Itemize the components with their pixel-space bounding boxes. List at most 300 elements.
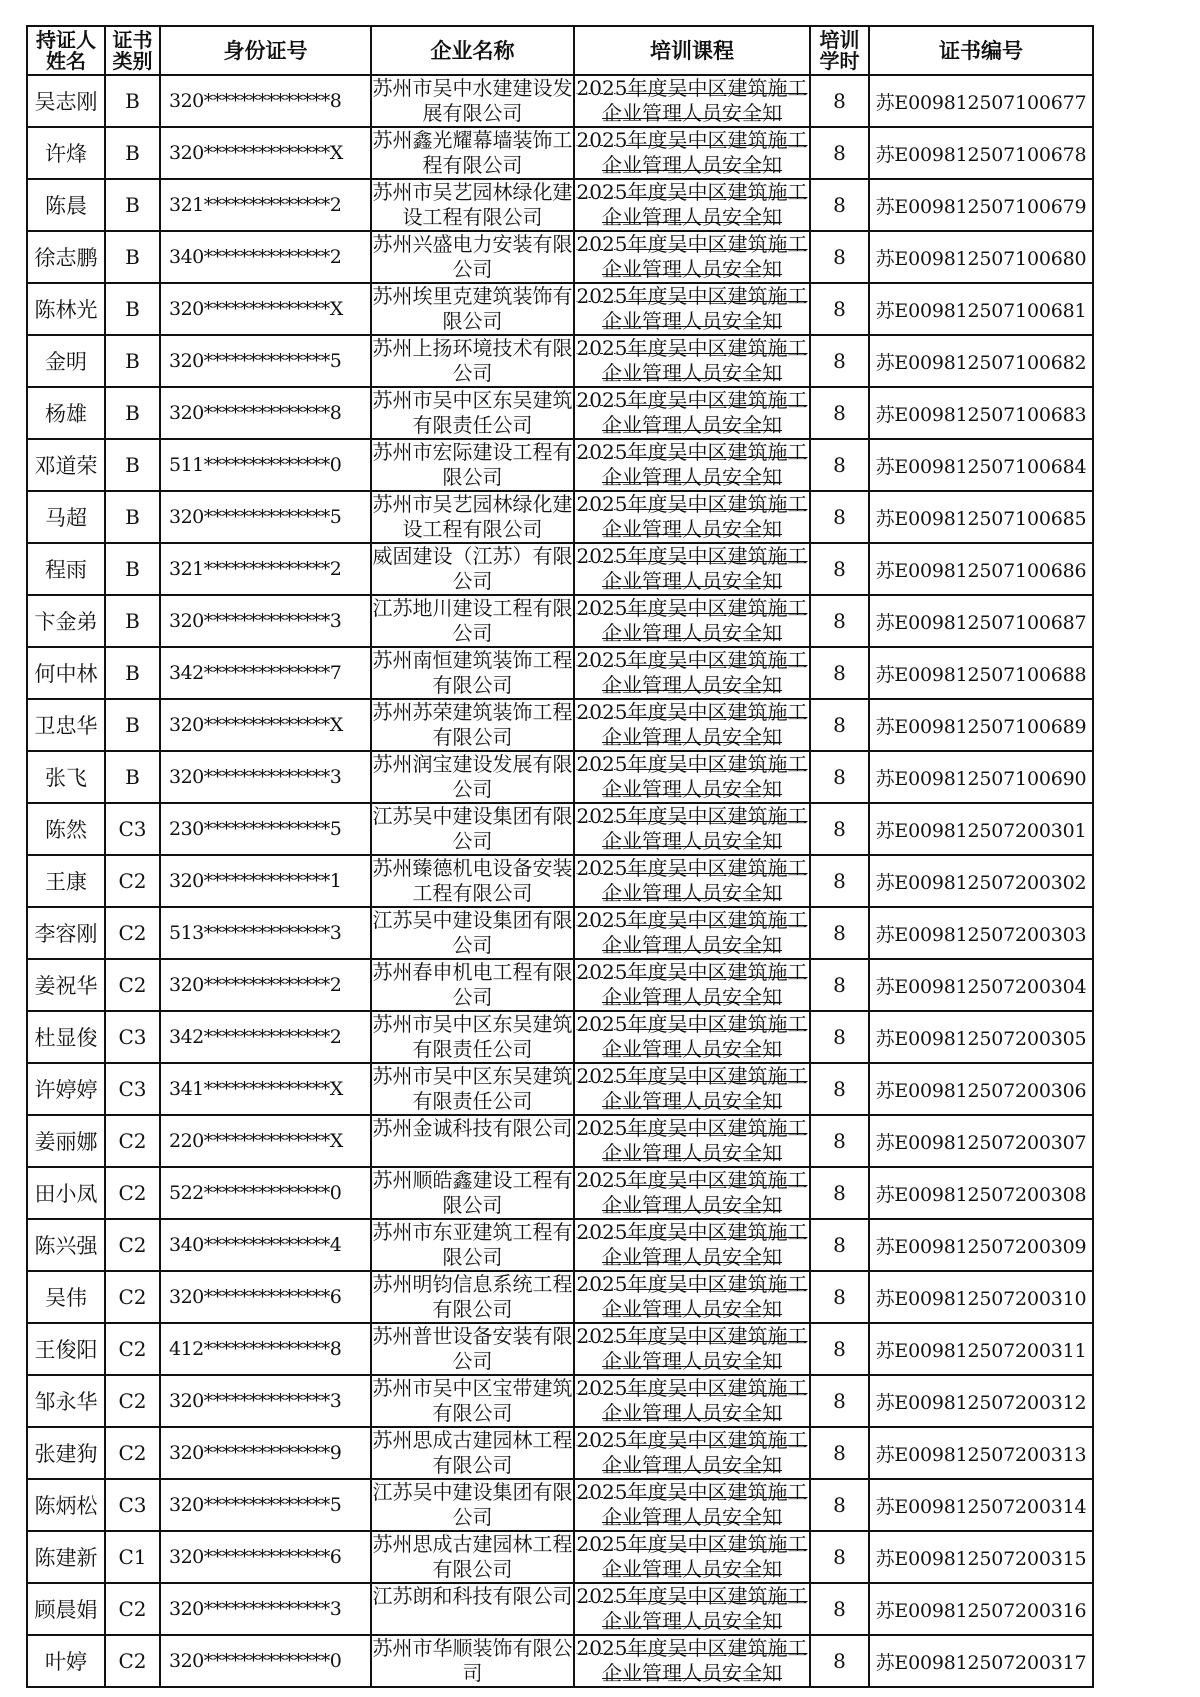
table-row <box>27 1011 1093 1063</box>
cell-id-number: 320**************0 <box>160 1635 371 1687</box>
table-row <box>27 647 1093 699</box>
cell-course-text: 2025年度吴中区建筑施工企业管理人员安全知 <box>576 336 808 385</box>
cell-name: 陈建新 <box>27 1531 105 1583</box>
cell-company <box>371 959 574 1011</box>
cell-category: B <box>105 595 160 647</box>
cell-company-text: 苏州市吴中水建建设发展有限公司 <box>372 76 573 125</box>
cell-company-text: 苏州思成古建园林工程有限公司 <box>372 1428 573 1477</box>
table-row <box>27 1115 1093 1167</box>
cell-cert-number: 苏E009812507200311 <box>869 1323 1093 1375</box>
cell-id-number: 320**************8 <box>160 387 371 439</box>
cell-company-text: 苏州市吴中区东吴建筑有限责任公司 <box>372 1012 573 1061</box>
cell-name: 田小凤 <box>27 1167 105 1219</box>
certificate-table <box>26 25 1094 1688</box>
table-row <box>27 959 1093 1011</box>
cell-hours: 8 <box>810 1167 869 1219</box>
cell-hours: 8 <box>810 1375 869 1427</box>
cell-course-text: 2025年度吴中区建筑施工企业管理人员安全知 <box>576 1168 808 1217</box>
table-row <box>27 127 1093 179</box>
table-row <box>27 1635 1093 1687</box>
cell-hours: 8 <box>810 855 869 907</box>
cell-course <box>574 1375 810 1427</box>
cell-id-number: 320**************1 <box>160 855 371 907</box>
cell-name: 马超 <box>27 491 105 543</box>
cell-cert-number: 苏E009812507200314 <box>869 1479 1093 1531</box>
cell-course <box>574 283 810 335</box>
cell-category: B <box>105 491 160 543</box>
cell-id-number: 321**************2 <box>160 543 371 595</box>
cell-course-text: 2025年度吴中区建筑施工企业管理人员安全知 <box>576 284 808 333</box>
cell-cert-number: 苏E009812507100679 <box>869 179 1093 231</box>
cell-hours: 8 <box>810 1063 869 1115</box>
table-row <box>27 1167 1093 1219</box>
cell-name: 许烽 <box>27 127 105 179</box>
cell-category: B <box>105 699 160 751</box>
cell-hours: 8 <box>810 1427 869 1479</box>
cell-course-text: 2025年度吴中区建筑施工企业管理人员安全知 <box>576 1428 808 1477</box>
cell-hours: 8 <box>810 803 869 855</box>
cell-id-number: 340**************2 <box>160 231 371 283</box>
table-row <box>27 75 1093 127</box>
cell-hours: 8 <box>810 751 869 803</box>
cell-company <box>371 387 574 439</box>
cell-cert-number: 苏E009812507100681 <box>869 283 1093 335</box>
cell-course <box>574 1323 810 1375</box>
table-row <box>27 335 1093 387</box>
cell-company-text: 苏州市吴艺园林绿化建设工程有限公司 <box>372 180 573 229</box>
cell-company <box>371 907 574 959</box>
cell-id-number: 320**************3 <box>160 595 371 647</box>
cell-cert-number: 苏E009812507200307 <box>869 1115 1093 1167</box>
cell-company <box>371 1063 574 1115</box>
cell-company-text: 苏州兴盛电力安装有限公司 <box>372 232 573 281</box>
cell-hours: 8 <box>810 1323 869 1375</box>
cell-category: B <box>105 751 160 803</box>
cell-course <box>574 127 810 179</box>
cell-course <box>574 231 810 283</box>
cell-category: C2 <box>105 959 160 1011</box>
cell-category: B <box>105 387 160 439</box>
cell-hours: 8 <box>810 959 869 1011</box>
cell-cert-number: 苏E009812507100685 <box>869 491 1093 543</box>
cell-category: B <box>105 75 160 127</box>
cell-company <box>371 1427 574 1479</box>
cell-category: B <box>105 283 160 335</box>
cell-company-text: 苏州普世设备安装有限公司 <box>372 1324 573 1373</box>
cell-course <box>574 1063 810 1115</box>
cell-course <box>574 491 810 543</box>
table-row <box>27 1271 1093 1323</box>
cell-cert-number: 苏E009812507100677 <box>869 75 1093 127</box>
cell-category: C3 <box>105 803 160 855</box>
cell-course <box>574 1115 810 1167</box>
cell-name: 卫忠华 <box>27 699 105 751</box>
cell-id-number: 340**************4 <box>160 1219 371 1271</box>
cell-company-text: 苏州南恒建筑装饰工程有限公司 <box>372 648 573 697</box>
cell-id-number: 320**************X <box>160 127 371 179</box>
table-row <box>27 803 1093 855</box>
table-row <box>27 751 1093 803</box>
cell-course <box>574 907 810 959</box>
cell-hours: 8 <box>810 647 869 699</box>
cell-cert-number: 苏E009812507100684 <box>869 439 1093 491</box>
cell-company <box>371 491 574 543</box>
cell-company <box>371 543 574 595</box>
cell-company <box>371 1115 574 1167</box>
cell-company-text: 苏州春申机电工程有限公司 <box>372 960 573 1009</box>
cell-cert-number: 苏E009812507200303 <box>869 907 1093 959</box>
cell-id-number: 320**************3 <box>160 1375 371 1427</box>
cell-course-text: 2025年度吴中区建筑施工企业管理人员安全知 <box>576 388 808 437</box>
cell-name: 陈兴强 <box>27 1219 105 1271</box>
cell-name: 陈然 <box>27 803 105 855</box>
cell-course-text: 2025年度吴中区建筑施工企业管理人员安全知 <box>576 1532 808 1581</box>
header-id-number: 身份证号 <box>160 26 371 75</box>
cell-company-text: 苏州苏荣建筑装饰工程有限公司 <box>372 700 573 749</box>
cell-category: C2 <box>105 855 160 907</box>
cell-id-number: 320**************6 <box>160 1271 371 1323</box>
table-row <box>27 1479 1093 1531</box>
cell-hours: 8 <box>810 1011 869 1063</box>
cell-company <box>371 1271 574 1323</box>
cell-hours: 8 <box>810 283 869 335</box>
cell-cert-number: 苏E009812507100686 <box>869 543 1093 595</box>
cell-category: C3 <box>105 1063 160 1115</box>
cell-company-text: 苏州市吴中区宝带建筑有限公司 <box>372 1376 573 1425</box>
table-row <box>27 1531 1093 1583</box>
table-row <box>27 179 1093 231</box>
cell-company <box>371 75 574 127</box>
cell-course-text: 2025年度吴中区建筑施工企业管理人员安全知 <box>576 856 808 905</box>
cell-course-text: 2025年度吴中区建筑施工企业管理人员安全知 <box>576 1376 808 1425</box>
cell-hours: 8 <box>810 439 869 491</box>
cell-name: 邓道荣 <box>27 439 105 491</box>
cell-name: 邹永华 <box>27 1375 105 1427</box>
cell-cert-number: 苏E009812507200305 <box>869 1011 1093 1063</box>
cell-company <box>371 1479 574 1531</box>
cell-company <box>371 803 574 855</box>
cell-course <box>574 543 810 595</box>
cell-company-text: 苏州鑫光耀幕墙装饰工程有限公司 <box>372 128 573 177</box>
cell-course <box>574 335 810 387</box>
cell-course <box>574 1427 810 1479</box>
cell-company-text: 江苏地川建设工程有限公司 <box>372 596 573 645</box>
cell-course-text: 2025年度吴中区建筑施工企业管理人员安全知 <box>576 1324 808 1373</box>
cell-category: C2 <box>105 1375 160 1427</box>
cell-course-text: 2025年度吴中区建筑施工企业管理人员安全知 <box>576 804 808 853</box>
cell-hours: 8 <box>810 179 869 231</box>
cell-course <box>574 1635 810 1687</box>
table-row <box>27 439 1093 491</box>
cell-hours: 8 <box>810 387 869 439</box>
table-row <box>27 1427 1093 1479</box>
cell-course-text: 2025年度吴中区建筑施工企业管理人员安全知 <box>576 1012 808 1061</box>
cell-name: 陈炳松 <box>27 1479 105 1531</box>
cell-name: 杨雄 <box>27 387 105 439</box>
cell-company-text: 苏州思成古建园林工程有限公司 <box>372 1532 573 1581</box>
cell-id-number: 320**************6 <box>160 1531 371 1583</box>
cell-cert-number: 苏E009812507200309 <box>869 1219 1093 1271</box>
table-row <box>27 1323 1093 1375</box>
cell-category: C3 <box>105 1011 160 1063</box>
cell-name: 姜祝华 <box>27 959 105 1011</box>
table-row <box>27 283 1093 335</box>
cell-name: 姜丽娜 <box>27 1115 105 1167</box>
cell-id-number: 320**************3 <box>160 751 371 803</box>
cell-course-text: 2025年度吴中区建筑施工企业管理人员安全知 <box>576 1116 808 1165</box>
cell-cert-number: 苏E009812507200315 <box>869 1531 1093 1583</box>
cell-course <box>574 595 810 647</box>
header-hours: 培训学时 <box>810 26 869 75</box>
cell-hours: 8 <box>810 127 869 179</box>
cell-id-number: 341**************X <box>160 1063 371 1115</box>
cell-course <box>574 803 810 855</box>
cell-company <box>371 127 574 179</box>
cell-id-number: 320**************5 <box>160 1479 371 1531</box>
cell-hours: 8 <box>810 231 869 283</box>
cell-course <box>574 751 810 803</box>
cell-name: 卞金弟 <box>27 595 105 647</box>
cell-category: B <box>105 231 160 283</box>
cell-id-number: 320**************X <box>160 283 371 335</box>
cell-category: C2 <box>105 1219 160 1271</box>
cell-cert-number: 苏E009812507100690 <box>869 751 1093 803</box>
cell-hours: 8 <box>810 1219 869 1271</box>
cell-course <box>574 1271 810 1323</box>
cell-hours: 8 <box>810 1479 869 1531</box>
cell-id-number: 342**************2 <box>160 1011 371 1063</box>
cell-company <box>371 439 574 491</box>
table-row <box>27 699 1093 751</box>
cell-course <box>574 75 810 127</box>
cell-course-text: 2025年度吴中区建筑施工企业管理人员安全知 <box>576 1064 808 1113</box>
cell-course-text: 2025年度吴中区建筑施工企业管理人员安全知 <box>576 76 808 125</box>
cell-course <box>574 1479 810 1531</box>
table-row <box>27 1583 1093 1635</box>
cell-company <box>371 231 574 283</box>
cell-name: 陈林光 <box>27 283 105 335</box>
cell-course <box>574 855 810 907</box>
cell-category: C2 <box>105 1635 160 1687</box>
cell-company <box>371 1375 574 1427</box>
cell-category: C2 <box>105 1115 160 1167</box>
cell-name: 许婷婷 <box>27 1063 105 1115</box>
cell-cert-number: 苏E009812507100683 <box>869 387 1093 439</box>
cell-company-text: 苏州埃里克建筑装饰有限公司 <box>372 284 573 333</box>
cell-course-text: 2025年度吴中区建筑施工企业管理人员安全知 <box>576 1584 808 1633</box>
header-row <box>27 26 1093 75</box>
cell-name: 何中林 <box>27 647 105 699</box>
cell-name: 金明 <box>27 335 105 387</box>
cell-id-number: 320**************9 <box>160 1427 371 1479</box>
cell-company-text: 苏州市吴中区东吴建筑有限责任公司 <box>372 1064 573 1113</box>
cell-cert-number: 苏E009812507100680 <box>869 231 1093 283</box>
cell-course-text: 2025年度吴中区建筑施工企业管理人员安全知 <box>576 1220 808 1269</box>
cell-course-text: 2025年度吴中区建筑施工企业管理人员安全知 <box>576 1272 808 1321</box>
cell-name: 吴伟 <box>27 1271 105 1323</box>
cell-company <box>371 179 574 231</box>
cell-id-number: 320**************8 <box>160 75 371 127</box>
cell-course <box>574 1531 810 1583</box>
cell-company-text: 苏州市华顺装饰有限公司 <box>372 1636 573 1685</box>
cell-category: C2 <box>105 1167 160 1219</box>
cell-name: 程雨 <box>27 543 105 595</box>
cell-id-number: 320**************3 <box>160 1583 371 1635</box>
cell-course <box>574 1219 810 1271</box>
cell-course <box>574 1167 810 1219</box>
cell-category: C2 <box>105 1427 160 1479</box>
cell-name: 叶婷 <box>27 1635 105 1687</box>
table-row <box>27 543 1093 595</box>
header-cert-number: 证书编号 <box>869 26 1093 75</box>
cell-company <box>371 855 574 907</box>
cell-cert-number: 苏E009812507200317 <box>869 1635 1093 1687</box>
table-row <box>27 1063 1093 1115</box>
table-row <box>27 231 1093 283</box>
header-company: 企业名称 <box>371 26 574 75</box>
cell-company-text: 苏州顺皓鑫建设工程有限公司 <box>372 1168 573 1217</box>
cell-id-number: 320**************5 <box>160 491 371 543</box>
cell-company-text: 苏州金诚科技有限公司 <box>372 1116 573 1140</box>
cell-category: B <box>105 647 160 699</box>
table-row <box>27 491 1093 543</box>
cell-cert-number: 苏E009812507200302 <box>869 855 1093 907</box>
cell-course-text: 2025年度吴中区建筑施工企业管理人员安全知 <box>576 700 808 749</box>
cell-cert-number: 苏E009812507200316 <box>869 1583 1093 1635</box>
cell-company <box>371 595 574 647</box>
cell-course <box>574 699 810 751</box>
cell-cert-number: 苏E009812507200312 <box>869 1375 1093 1427</box>
cell-category: C2 <box>105 1323 160 1375</box>
cell-hours: 8 <box>810 699 869 751</box>
cell-course <box>574 387 810 439</box>
table-row <box>27 1375 1093 1427</box>
cell-course-text: 2025年度吴中区建筑施工企业管理人员安全知 <box>576 908 808 957</box>
cell-course <box>574 959 810 1011</box>
cell-name: 王俊阳 <box>27 1323 105 1375</box>
cell-course-text: 2025年度吴中区建筑施工企业管理人员安全知 <box>576 128 808 177</box>
cell-cert-number: 苏E009812507100678 <box>869 127 1093 179</box>
cell-company <box>371 647 574 699</box>
cell-category: B <box>105 179 160 231</box>
cell-course <box>574 1011 810 1063</box>
cell-category: C1 <box>105 1531 160 1583</box>
cell-company-text: 苏州上扬环境技术有限公司 <box>372 336 573 385</box>
cell-company <box>371 335 574 387</box>
cell-cert-number: 苏E009812507200308 <box>869 1167 1093 1219</box>
cell-hours: 8 <box>810 75 869 127</box>
cell-course-text: 2025年度吴中区建筑施工企业管理人员安全知 <box>576 596 808 645</box>
cell-name: 陈晨 <box>27 179 105 231</box>
cell-category: C2 <box>105 1271 160 1323</box>
cell-hours: 8 <box>810 595 869 647</box>
cell-hours: 8 <box>810 491 869 543</box>
cell-course-text: 2025年度吴中区建筑施工企业管理人员安全知 <box>576 752 808 801</box>
header-category: 证书类别 <box>105 26 160 75</box>
cell-name: 张建狗 <box>27 1427 105 1479</box>
cell-company <box>371 283 574 335</box>
cell-hours: 8 <box>810 907 869 959</box>
cell-company <box>371 1323 574 1375</box>
cell-id-number: 320**************5 <box>160 335 371 387</box>
cell-name: 张飞 <box>27 751 105 803</box>
cell-course-text: 2025年度吴中区建筑施工企业管理人员安全知 <box>576 180 808 229</box>
cell-company-text: 苏州市吴艺园林绿化建设工程有限公司 <box>372 492 573 541</box>
cell-hours: 8 <box>810 1271 869 1323</box>
cell-name: 王康 <box>27 855 105 907</box>
cell-course-text: 2025年度吴中区建筑施工企业管理人员安全知 <box>576 492 808 541</box>
cell-company <box>371 1635 574 1687</box>
cell-course-text: 2025年度吴中区建筑施工企业管理人员安全知 <box>576 440 808 489</box>
cell-course <box>574 647 810 699</box>
cell-company-text: 江苏吴中建设集团有限公司 <box>372 1480 573 1529</box>
header-course: 培训课程 <box>574 26 810 75</box>
cell-course <box>574 179 810 231</box>
cell-company-text: 苏州市吴中区东吴建筑有限责任公司 <box>372 388 573 437</box>
table-row <box>27 907 1093 959</box>
cell-id-number: 230**************5 <box>160 803 371 855</box>
cell-id-number: 342**************7 <box>160 647 371 699</box>
cell-id-number: 220**************X <box>160 1115 371 1167</box>
cell-course-text: 2025年度吴中区建筑施工企业管理人员安全知 <box>576 1480 808 1529</box>
cell-name: 徐志鹏 <box>27 231 105 283</box>
cell-company-text: 江苏朗和科技有限公司 <box>372 1584 573 1608</box>
cell-hours: 8 <box>810 1583 869 1635</box>
cell-hours: 8 <box>810 1635 869 1687</box>
table-row <box>27 387 1093 439</box>
cell-id-number: 321**************2 <box>160 179 371 231</box>
cell-cert-number: 苏E009812507200313 <box>869 1427 1093 1479</box>
cell-hours: 8 <box>810 1531 869 1583</box>
cell-category: C3 <box>105 1479 160 1531</box>
cell-company-text: 江苏吴中建设集团有限公司 <box>372 804 573 853</box>
cell-hours: 8 <box>810 543 869 595</box>
cell-company-text: 苏州市东亚建筑工程有限公司 <box>372 1220 573 1269</box>
cell-company-text: 苏州润宝建设发展有限公司 <box>372 752 573 801</box>
table-row <box>27 1219 1093 1271</box>
cell-cert-number: 苏E009812507200310 <box>869 1271 1093 1323</box>
cell-cert-number: 苏E009812507100688 <box>869 647 1093 699</box>
header-name: 持证人姓名 <box>27 26 105 75</box>
cell-category: B <box>105 543 160 595</box>
cell-company-text: 苏州市宏际建设工程有限公司 <box>372 440 573 489</box>
cell-id-number: 320**************2 <box>160 959 371 1011</box>
cell-company-text: 苏州明钧信息系统工程有限公司 <box>372 1272 573 1321</box>
cell-hours: 8 <box>810 1115 869 1167</box>
cell-company <box>371 699 574 751</box>
cell-hours: 8 <box>810 335 869 387</box>
cell-cert-number: 苏E009812507100687 <box>869 595 1093 647</box>
cell-cert-number: 苏E009812507100682 <box>869 335 1093 387</box>
cell-company <box>371 1167 574 1219</box>
cell-course-text: 2025年度吴中区建筑施工企业管理人员安全知 <box>576 960 808 1009</box>
cell-category: C2 <box>105 907 160 959</box>
cell-company <box>371 1011 574 1063</box>
cell-category: B <box>105 439 160 491</box>
cell-company <box>371 751 574 803</box>
cell-id-number: 320**************X <box>160 699 371 751</box>
cell-course-text: 2025年度吴中区建筑施工企业管理人员安全知 <box>576 232 808 281</box>
cell-company <box>371 1583 574 1635</box>
cell-cert-number: 苏E009812507200301 <box>869 803 1093 855</box>
cell-name: 李容刚 <box>27 907 105 959</box>
cell-id-number: 511**************0 <box>160 439 371 491</box>
cell-category: B <box>105 127 160 179</box>
cell-id-number: 513**************3 <box>160 907 371 959</box>
cell-company <box>371 1219 574 1271</box>
cell-cert-number: 苏E009812507200304 <box>869 959 1093 1011</box>
cell-company-text: 苏州臻德机电设备安装工程有限公司 <box>372 856 573 905</box>
